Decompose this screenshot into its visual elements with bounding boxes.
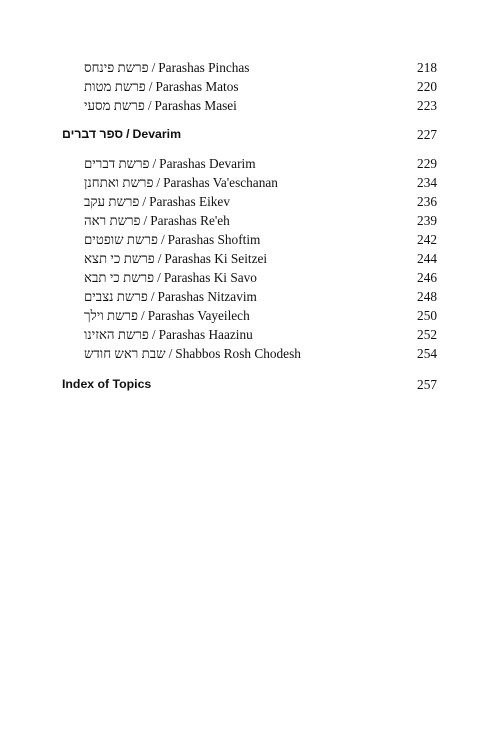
english-title: Parashas Devarim: [159, 156, 256, 171]
title-separator: /: [157, 270, 161, 285]
hebrew-title: פרשת כי תצא: [84, 251, 155, 266]
hebrew-title: פרשת שופטים: [84, 232, 158, 247]
page-number: 234: [417, 175, 437, 190]
english-title: Parashas Vayeilech: [147, 308, 250, 323]
page-number: 248: [417, 289, 437, 304]
english-title: Parashas Va'eschanan: [163, 175, 278, 190]
hebrew-title: פרשת האזינו: [84, 327, 149, 342]
spacer: [0, 115, 500, 125]
page-number: 246: [417, 270, 437, 285]
entry-title: [84, 249, 267, 268]
toc-entry-vayeilech[interactable]: [0, 306, 500, 325]
entry-title: [84, 211, 230, 230]
toc-list: [0, 58, 500, 394]
english-title: Parashas Shoftim: [167, 232, 261, 247]
page-number: 252: [417, 327, 437, 342]
entry-title: [84, 192, 230, 211]
page-number: 223: [417, 98, 437, 113]
entry-title: [84, 268, 257, 287]
english-title: Parashas Ki Savo: [163, 270, 257, 285]
toc-entry-haazinu[interactable]: [0, 325, 500, 344]
title-separator: /: [150, 289, 155, 304]
page-number: 218: [417, 60, 437, 75]
toc-entry-reeh[interactable]: [0, 211, 500, 230]
hebrew-title: פרשת מטות: [84, 79, 146, 94]
title-separator: /: [160, 232, 165, 247]
hebrew-title: פרשת נצבים: [84, 289, 148, 304]
toc-section-devarim[interactable]: [0, 125, 500, 144]
spacer: [0, 144, 500, 154]
toc-section-index[interactable]: [0, 375, 500, 394]
title-separator: /: [143, 213, 148, 228]
hebrew-title: פרשת פינחס: [84, 60, 149, 75]
page-number: 239: [417, 213, 437, 228]
page-number: 242: [417, 232, 437, 247]
page-number: 229: [417, 156, 437, 171]
page-number: 227: [417, 127, 437, 142]
entry-title: [84, 287, 257, 306]
toc-entry-masei[interactable]: [0, 96, 500, 115]
page-number: 257: [417, 377, 437, 392]
entry-title: [84, 77, 239, 96]
hebrew-title: פרשת וילך: [84, 308, 138, 323]
hebrew-title: פרשת מסעי: [84, 98, 145, 113]
english-title: Parashas Re'eh: [150, 213, 230, 228]
entry-title: [84, 173, 278, 192]
entry-title: [84, 344, 301, 363]
hebrew-title: פרשת דברים: [84, 156, 150, 171]
entry-title: [84, 306, 250, 325]
toc-entry-matos[interactable]: [0, 77, 500, 96]
entry-title: [84, 96, 237, 115]
title-separator: /: [152, 156, 157, 171]
toc-entry-ki-savo[interactable]: [0, 268, 500, 287]
toc-entry-shoftim[interactable]: [0, 230, 500, 249]
toc-entry-devarim[interactable]: [0, 154, 500, 173]
title-separator: /: [148, 79, 153, 94]
title-separator: /: [142, 194, 147, 209]
hebrew-title: שבת ראש חודש: [84, 346, 166, 361]
spacer: [0, 363, 500, 375]
title-separator: /: [151, 327, 156, 342]
english-title: Parashas Haazinu: [158, 327, 253, 342]
toc-entry-vaeschanan[interactable]: [0, 173, 500, 192]
toc-entry-nitzavim[interactable]: [0, 287, 500, 306]
english-title: Parashas Eikev: [149, 194, 230, 209]
title-separator: /: [147, 98, 152, 113]
hebrew-title: ספר דברים: [62, 127, 124, 141]
toc-entry-eikev[interactable]: [0, 192, 500, 211]
title-separator: /: [156, 175, 161, 190]
page-number: 250: [417, 308, 437, 323]
hebrew-title: פרשת ואתחנן: [84, 175, 154, 190]
section-title: Index of Topics: [62, 377, 152, 391]
page-number: 244: [417, 251, 437, 266]
title-separator: /: [151, 60, 156, 75]
entry-title: [84, 230, 260, 249]
page-number: 220: [417, 79, 437, 94]
title-separator: /: [157, 251, 162, 266]
english-title: Parashas Masei: [154, 98, 237, 113]
toc-entry-pinchas[interactable]: [0, 58, 500, 77]
english-title: Devarim: [132, 127, 182, 141]
page-number: 236: [417, 194, 437, 209]
title-separator: /: [168, 346, 173, 361]
hebrew-title: פרשת ראה: [84, 213, 141, 228]
english-title: Parashas Nitzavim: [157, 289, 257, 304]
entry-title: [84, 325, 253, 344]
entry-title: [84, 154, 256, 173]
english-title: Shabbos Rosh Chodesh: [175, 346, 301, 361]
toc-entry-ki-seitzei[interactable]: [0, 249, 500, 268]
entry-title: [84, 58, 249, 77]
hebrew-title: פרשת עקב: [84, 194, 140, 209]
page-number: 254: [417, 346, 437, 361]
english-title: Parashas Ki Seitzei: [164, 251, 268, 266]
title-separator: /: [141, 308, 145, 323]
english-title: Parashas Matos: [155, 79, 239, 94]
hebrew-title: פרשת כי תבא: [84, 270, 155, 285]
english-title: Parashas Pinchas: [158, 60, 250, 75]
title-separator: /: [126, 127, 130, 141]
section-title: [62, 125, 181, 144]
toc-entry-shabbos-rosh-chodesh[interactable]: [0, 344, 500, 363]
